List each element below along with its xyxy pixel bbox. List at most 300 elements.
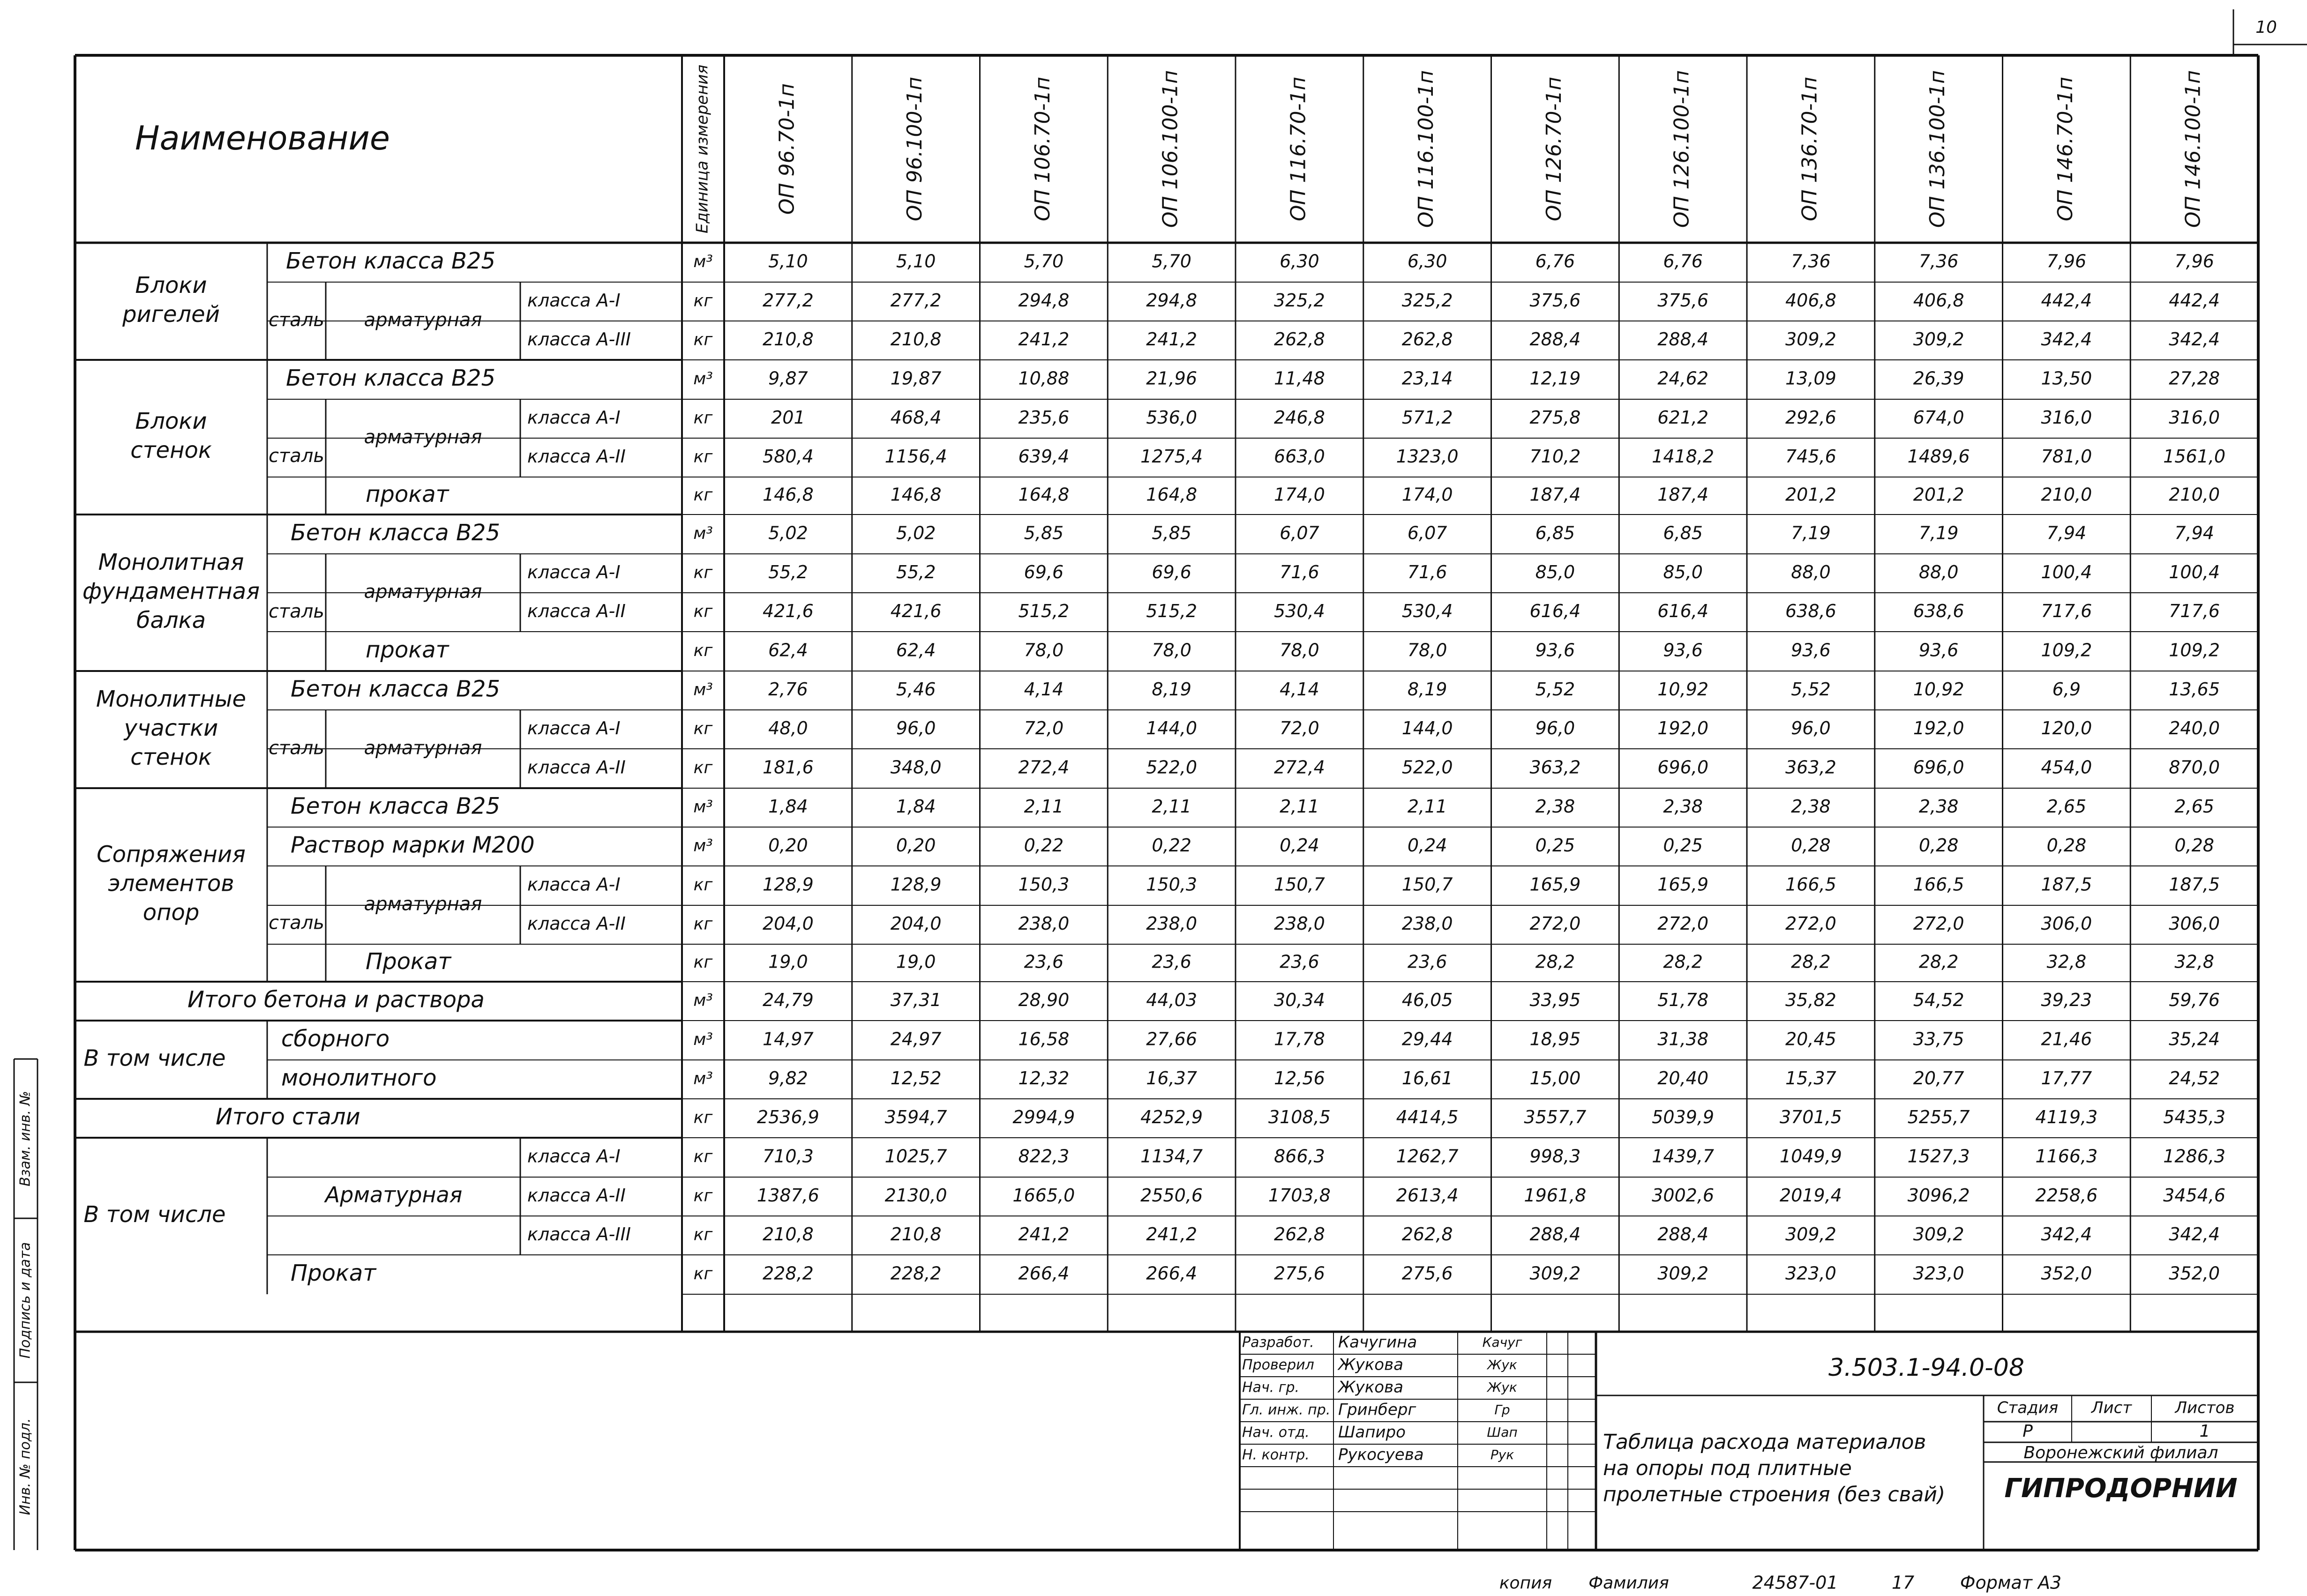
value-cell: 4414,5 [1396, 1107, 1459, 1127]
value-cell: 2,11 [1280, 796, 1319, 817]
column-header: ОП 146.100-1п [2181, 70, 2205, 228]
value-cell: 174,0 [1401, 484, 1453, 505]
value-cell: 210,8 [890, 329, 942, 350]
group-label: Монолитные [96, 686, 247, 712]
row-name: класса А-I [527, 874, 621, 895]
value-cell: 866,3 [1273, 1146, 1325, 1167]
row-unit: кг [693, 1264, 713, 1283]
value-cell: 272,0 [1529, 913, 1581, 934]
value-cell: 1418,2 [1652, 446, 1715, 467]
sheet-number: 10 [2255, 18, 2277, 37]
value-cell: 164,8 [1146, 484, 1198, 505]
value-cell: 21,46 [2041, 1029, 2092, 1050]
value-cell: 238,0 [1018, 913, 1070, 934]
value-cell: 12,19 [1529, 368, 1581, 389]
value-cell: 17,77 [2041, 1068, 2092, 1089]
value-cell: 174,0 [1273, 484, 1325, 505]
value-cell: 325,2 [1273, 290, 1325, 311]
value-cell: 26,39 [1913, 368, 1964, 389]
row-unit: кг [693, 1147, 713, 1166]
value-cell: 696,0 [1913, 757, 1964, 778]
value-cell: 55,2 [768, 562, 808, 582]
copy-signature: Фамилия [1588, 1574, 1669, 1593]
value-cell: 93,6 [1791, 640, 1831, 661]
value-cell: 2550,6 [1140, 1185, 1203, 1206]
row-unit: кг [693, 953, 713, 972]
column-header: ОП 126.100-1п [1670, 70, 1694, 228]
row-unit: м³ [693, 369, 713, 388]
value-cell: 88,0 [1918, 562, 1959, 582]
value-cell: 9,87 [768, 368, 808, 389]
document-title: на опоры под плитные [1603, 1456, 1852, 1480]
value-cell: 277,2 [890, 290, 942, 311]
value-cell: 240,0 [2169, 718, 2220, 738]
value-cell: 19,87 [890, 368, 942, 389]
value-cell: 1387,6 [757, 1185, 819, 1206]
person-name: Жукова [1338, 1355, 1403, 1374]
row-name: класса А-I [527, 407, 621, 428]
value-cell: 210,0 [2169, 484, 2220, 505]
value-cell: 71,6 [1407, 562, 1447, 582]
value-cell: 187,5 [2169, 874, 2220, 895]
value-cell: 288,4 [1529, 1224, 1581, 1245]
value-cell: 580,4 [762, 446, 814, 467]
rebar-label: арматурная [364, 426, 482, 448]
value-cell: 20,77 [1913, 1068, 1964, 1089]
header-unit: Единица измерения [693, 64, 712, 234]
value-cell: 33,95 [1529, 990, 1581, 1010]
row-unit: кг [693, 447, 713, 467]
value-cell: 421,6 [762, 601, 814, 621]
group-label: Блоки [135, 408, 207, 434]
value-cell: 348,0 [890, 757, 942, 778]
value-cell: 12,56 [1273, 1068, 1325, 1089]
value-cell: 15,37 [1785, 1068, 1836, 1089]
org-name: ГИПРОДОРНИИ [2004, 1473, 2238, 1504]
value-cell: 1,84 [896, 796, 936, 817]
row-name: Бетон класса В25 [286, 365, 495, 391]
row-name: класса А-II [527, 913, 626, 934]
value-cell: 23,6 [1024, 951, 1064, 972]
rebar-label: арматурная [364, 309, 482, 331]
value-cell: 3701,5 [1779, 1107, 1842, 1127]
column-header: ОП 96.70-1п [775, 83, 799, 215]
value-cell: 272,4 [1018, 757, 1070, 778]
value-cell: 2,11 [1407, 796, 1447, 817]
value-cell: 201,2 [1913, 484, 1964, 505]
row-name: Прокат [291, 1260, 376, 1286]
group-label: участки [124, 715, 218, 741]
person-name: Качугина [1338, 1333, 1417, 1352]
value-cell: 13,65 [2169, 679, 2220, 700]
value-cell: 3002,6 [1652, 1185, 1715, 1206]
row-name: класса А-I [527, 290, 621, 311]
value-cell: 6,76 [1663, 251, 1703, 272]
value-cell: 5,70 [1024, 251, 1064, 272]
value-cell: 1527,3 [1907, 1146, 1970, 1167]
row-name: Прокат [366, 948, 451, 975]
value-cell: 454,0 [2041, 757, 2092, 778]
value-cell: 1561,0 [2163, 446, 2226, 467]
value-cell: 78,0 [1152, 640, 1191, 661]
value-cell: 6,9 [2052, 679, 2081, 700]
person-name: Шапиро [1338, 1423, 1406, 1442]
value-cell: 165,9 [1657, 874, 1709, 895]
value-cell: 7,96 [2046, 251, 2087, 272]
value-cell: 5,02 [768, 522, 808, 544]
value-cell: 309,2 [1529, 1263, 1581, 1284]
value-cell: 15,00 [1529, 1068, 1581, 1089]
value-cell: 522,0 [1401, 757, 1453, 778]
value-cell: 717,6 [2169, 601, 2220, 621]
value-cell: 96,0 [896, 718, 936, 738]
person-name: Рукосуева [1338, 1445, 1424, 1464]
value-cell: 288,4 [1657, 329, 1709, 350]
value-cell: 309,2 [1785, 329, 1836, 350]
value-cell: 2,11 [1024, 796, 1064, 817]
value-cell: 1703,8 [1268, 1185, 1331, 1206]
rebar-label: арматурная [364, 893, 482, 915]
role-label: Разработ. [1242, 1334, 1314, 1351]
document-code: 3.503.1-94.0-08 [1828, 1354, 2024, 1382]
row-unit: кг [693, 563, 713, 582]
value-cell: 0,28 [2174, 835, 2214, 856]
value-cell: 1665,0 [1012, 1185, 1075, 1206]
signature: Рук [1490, 1447, 1514, 1462]
value-cell: 204,0 [762, 913, 814, 934]
row-unit: кг [693, 1186, 713, 1206]
row-unit: м³ [693, 680, 713, 700]
value-cell: 7,19 [1918, 522, 1959, 544]
value-cell: 78,0 [1280, 640, 1319, 661]
value-cell: 1439,7 [1652, 1146, 1715, 1167]
value-cell: 30,34 [1273, 990, 1325, 1010]
group-label: В том числе [83, 1201, 226, 1228]
value-cell: 275,6 [1401, 1263, 1453, 1284]
value-cell: 9,82 [768, 1068, 808, 1089]
value-cell: 35,82 [1785, 990, 1836, 1010]
value-cell: 2,38 [1918, 796, 1959, 817]
value-cell: 0,25 [1535, 835, 1575, 856]
row-unit: кг [693, 1225, 713, 1245]
value-cell: 241,2 [1018, 329, 1070, 350]
value-cell: 342,4 [2041, 329, 2092, 350]
value-cell: 294,8 [1146, 290, 1198, 311]
value-cell: 0,28 [1918, 835, 1959, 856]
value-cell: 100,4 [2169, 562, 2220, 582]
value-cell: 5,52 [1535, 679, 1575, 700]
group-label: стенок [130, 744, 212, 770]
value-cell: 262,8 [1401, 1224, 1453, 1245]
value-cell: 316,0 [2041, 407, 2092, 428]
value-cell: 228,2 [890, 1263, 942, 1284]
value-cell: 0,25 [1663, 835, 1703, 856]
value-cell: 277,2 [762, 290, 814, 311]
rebar-label: арматурная [364, 737, 482, 759]
stamp-label: Инв. № подл. [17, 1418, 34, 1515]
value-cell: 28,2 [1918, 951, 1959, 972]
value-cell: 8,19 [1407, 679, 1447, 700]
role-label: Нач. отд. [1242, 1424, 1310, 1441]
value-cell: 616,4 [1529, 601, 1581, 621]
column-header: ОП 106.100-1п [1158, 70, 1183, 228]
group-label: стенок [130, 437, 212, 463]
value-cell: 210,0 [2041, 484, 2092, 505]
row-unit: кг [693, 875, 713, 895]
value-cell: 6,85 [1535, 522, 1575, 544]
value-cell: 24,62 [1657, 368, 1709, 389]
value-cell: 12,52 [890, 1068, 942, 1089]
person-name: Жукова [1338, 1378, 1403, 1397]
value-cell: 241,2 [1146, 329, 1198, 350]
value-cell: 7,19 [1791, 522, 1831, 544]
value-cell: 442,4 [2169, 290, 2220, 311]
value-cell: 187,5 [2041, 874, 2092, 895]
value-cell: 32,8 [2046, 951, 2087, 972]
value-cell: 6,30 [1407, 251, 1447, 272]
value-cell: 88,0 [1791, 562, 1831, 582]
value-cell: 166,5 [1913, 874, 1964, 895]
value-cell: 7,36 [1918, 251, 1959, 272]
stage-label: Стадия [1997, 1398, 2059, 1417]
row-unit: м³ [693, 836, 713, 856]
value-cell: 146,8 [762, 484, 814, 505]
value-cell: 6,76 [1535, 251, 1575, 272]
value-cell: 187,4 [1529, 484, 1581, 505]
value-cell: 1025,7 [884, 1146, 947, 1167]
value-cell: 468,4 [890, 407, 942, 428]
sheets-value: 1 [2199, 1422, 2210, 1441]
value-cell: 16,58 [1018, 1029, 1070, 1050]
row-unit: м³ [693, 252, 713, 271]
value-cell: 164,8 [1018, 484, 1070, 505]
value-cell: 235,6 [1018, 407, 1070, 428]
row-unit: кг [693, 408, 713, 428]
value-cell: 1961,8 [1524, 1185, 1587, 1206]
value-cell: 10,92 [1657, 679, 1709, 700]
value-cell: 2,38 [1663, 796, 1703, 817]
value-cell: 352,0 [2041, 1263, 2092, 1284]
value-cell: 5255,7 [1907, 1107, 1970, 1127]
value-cell: 6,07 [1280, 522, 1319, 544]
group-label: Блоки [135, 272, 207, 298]
value-cell: 28,90 [1018, 990, 1070, 1010]
value-cell: 4,14 [1280, 679, 1319, 700]
value-cell: 2613,4 [1396, 1185, 1459, 1206]
value-cell: 7,36 [1791, 251, 1831, 272]
value-cell: 522,0 [1146, 757, 1198, 778]
value-cell: 309,2 [1913, 1224, 1964, 1245]
row-unit: кг [693, 914, 713, 934]
value-cell: 109,2 [2169, 640, 2220, 661]
value-cell: 275,8 [1529, 407, 1581, 428]
value-cell: 23,6 [1407, 951, 1447, 972]
value-cell: 10,88 [1018, 368, 1070, 389]
value-cell: 316,0 [2169, 407, 2220, 428]
role-label: Проверил [1242, 1357, 1314, 1373]
value-cell: 144,0 [1146, 718, 1198, 738]
value-cell: 27,28 [2169, 368, 2220, 389]
value-cell: 72,0 [1024, 718, 1064, 738]
row-name: прокат [366, 481, 449, 507]
value-cell: 0,20 [768, 835, 808, 856]
signature: Качуг [1482, 1335, 1522, 1350]
group-label: балка [136, 607, 206, 634]
value-cell: 621,2 [1657, 407, 1709, 428]
row-name: Бетон класса В25 [291, 520, 500, 546]
value-cell: 238,0 [1273, 913, 1325, 934]
value-cell: 210,8 [762, 329, 814, 350]
row-name: Итого бетона и раствора [187, 986, 485, 1013]
value-cell: 128,9 [890, 874, 942, 895]
value-cell: 266,4 [1146, 1263, 1198, 1284]
value-cell: 5,85 [1152, 522, 1191, 544]
value-cell: 51,78 [1657, 990, 1709, 1010]
value-cell: 530,4 [1401, 601, 1453, 621]
row-name: класса А-II [527, 757, 626, 778]
value-cell: 192,0 [1657, 718, 1709, 738]
value-cell: 3594,7 [884, 1107, 947, 1127]
row-unit: м³ [693, 524, 713, 543]
group-label: фундаментная [82, 578, 260, 604]
row-unit: кг [693, 1108, 713, 1127]
value-cell: 530,4 [1273, 601, 1325, 621]
value-cell: 717,6 [2041, 601, 2092, 621]
row-name: класса А-I [527, 1146, 621, 1167]
value-cell: 16,61 [1401, 1068, 1453, 1089]
value-cell: 6,07 [1407, 522, 1447, 544]
value-cell: 262,8 [1273, 1224, 1325, 1245]
value-cell: 2019,4 [1779, 1185, 1842, 1206]
value-cell: 1275,4 [1140, 446, 1203, 467]
group-label: В том числе [83, 1045, 226, 1072]
value-cell: 71,6 [1280, 562, 1319, 582]
sheet-label: Лист [2091, 1398, 2132, 1417]
steel-label: сталь [269, 309, 324, 331]
value-cell: 5039,9 [1652, 1107, 1715, 1127]
value-cell: 11,48 [1273, 368, 1325, 389]
value-cell: 638,6 [1785, 601, 1836, 621]
value-cell: 120,0 [2041, 718, 2092, 738]
table-grid [14, 9, 2307, 1550]
value-cell: 363,2 [1529, 757, 1581, 778]
value-cell: 5435,3 [2163, 1107, 2226, 1127]
row-name: Бетон класса В25 [291, 793, 500, 820]
value-cell: 294,8 [1018, 290, 1070, 311]
row-unit: м³ [693, 797, 713, 817]
value-cell: 238,0 [1146, 913, 1198, 934]
value-cell: 69,6 [1152, 562, 1191, 582]
role-label: Гл. инж. пр. [1242, 1402, 1331, 1418]
value-cell: 1134,7 [1140, 1146, 1203, 1167]
value-cell: 96,0 [1791, 718, 1831, 738]
role-label: Нач. гр. [1242, 1379, 1300, 1396]
value-cell: 342,4 [2169, 1224, 2220, 1245]
value-cell: 1049,9 [1779, 1146, 1842, 1167]
value-cell: 31,38 [1657, 1029, 1709, 1050]
value-cell: 2,65 [2046, 796, 2087, 817]
row-name: класса А-III [527, 329, 631, 350]
value-cell: 93,6 [1535, 640, 1575, 661]
value-cell: 616,4 [1657, 601, 1709, 621]
column-header: ОП 136.100-1п [1925, 70, 1950, 228]
order-number: 24587-01 [1752, 1572, 1838, 1593]
row-name: класса А-I [527, 718, 621, 738]
value-cell: 0,28 [2046, 835, 2087, 856]
value-cell: 27,66 [1146, 1029, 1198, 1050]
row-name: Раствор марки М200 [291, 832, 535, 858]
row-unit: кг [693, 641, 713, 660]
value-cell: 37,31 [890, 990, 942, 1010]
row-name: класса А-II [527, 446, 626, 467]
value-cell: 23,14 [1401, 368, 1453, 389]
signature: Шап [1487, 1424, 1518, 1440]
document-title: пролетные строения (без свай) [1603, 1483, 1946, 1507]
value-cell: 144,0 [1401, 718, 1453, 738]
value-cell: 187,4 [1657, 484, 1709, 505]
value-cell: 238,0 [1401, 913, 1453, 934]
value-cell: 19,0 [896, 951, 936, 972]
value-cell: 5,10 [768, 251, 808, 272]
rebar-label: арматурная [364, 581, 482, 603]
row-unit: м³ [693, 1030, 713, 1049]
value-cell: 0,24 [1280, 835, 1319, 856]
value-cell: 85,0 [1663, 562, 1703, 582]
value-cell: 128,9 [762, 874, 814, 895]
value-cell: 109,2 [2041, 640, 2092, 661]
value-cell: 2994,9 [1012, 1107, 1075, 1127]
row-unit: кг [693, 602, 713, 621]
value-cell: 150,7 [1273, 874, 1325, 895]
value-cell: 2,76 [768, 679, 808, 700]
value-cell: 23,6 [1280, 951, 1319, 972]
person-name: Гринберг [1338, 1400, 1416, 1419]
stage-value: Р [2022, 1422, 2033, 1441]
value-cell: 165,9 [1529, 874, 1581, 895]
group-label: элементов [108, 870, 234, 897]
signature: Жук [1487, 1357, 1517, 1372]
value-cell: 323,0 [1913, 1263, 1964, 1284]
signature: Гр [1494, 1402, 1510, 1417]
value-cell: 515,2 [1146, 601, 1198, 621]
column-header: ОП 136.70-1п [1798, 76, 1822, 222]
value-cell: 228,2 [762, 1263, 814, 1284]
value-cell: 325,2 [1401, 290, 1453, 311]
value-cell: 352,0 [2169, 1263, 2220, 1284]
row-name: монолитного [281, 1065, 437, 1091]
value-cell: 59,76 [2169, 990, 2220, 1010]
value-cell: 96,0 [1535, 718, 1575, 738]
value-cell: 33,75 [1913, 1029, 1964, 1050]
order-sheet: 17 [1891, 1572, 1915, 1593]
value-cell: 241,2 [1146, 1224, 1198, 1245]
value-cell: 78,0 [1024, 640, 1064, 661]
value-cell: 210,8 [762, 1224, 814, 1245]
value-cell: 745,6 [1785, 446, 1836, 467]
value-cell: 5,46 [896, 679, 936, 700]
row-unit: кг [693, 758, 713, 777]
value-cell: 406,8 [1913, 290, 1964, 311]
value-cell: 288,4 [1529, 329, 1581, 350]
value-cell: 32,8 [2174, 951, 2214, 972]
value-cell: 35,24 [2169, 1029, 2220, 1050]
column-header: ОП 116.70-1п [1286, 76, 1311, 222]
value-cell: 14,97 [762, 1029, 814, 1050]
value-cell: 822,3 [1018, 1146, 1070, 1167]
value-cell: 20,40 [1657, 1068, 1709, 1089]
value-cell: 150,3 [1018, 874, 1070, 895]
value-cell: 2,38 [1535, 796, 1575, 817]
